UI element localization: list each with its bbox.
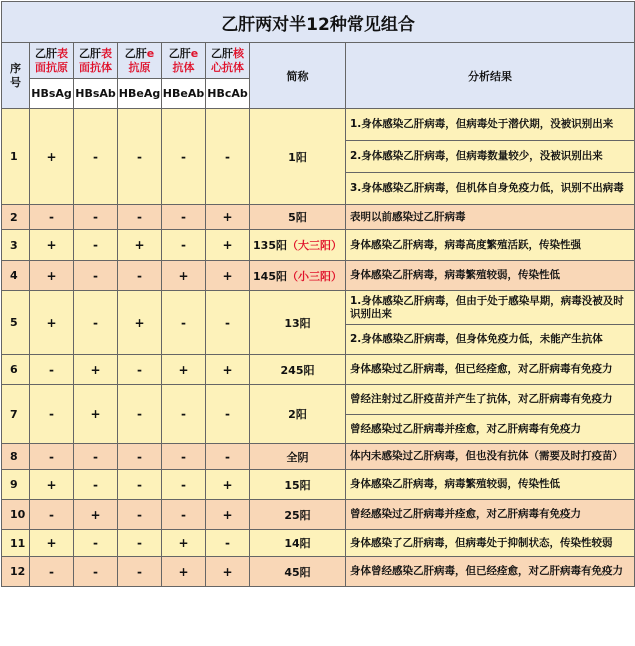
marker-code-hbcab: HBcAb [206, 79, 250, 109]
abbr-text: 135阳 [253, 239, 287, 252]
row-number: 6 [2, 355, 30, 385]
row-number: 4 [2, 261, 30, 291]
table-row [2, 261, 635, 291]
marker-value-hbeag: + [118, 291, 162, 355]
abbr-text: 1阳 [288, 150, 307, 164]
marker-value-hbsab: + [74, 355, 118, 385]
abbr-cell [250, 530, 346, 557]
row-number: 3 [2, 230, 30, 261]
marker-value-hbcab: - [206, 291, 250, 355]
marker-line2: 面抗体 [79, 60, 112, 74]
marker-value-hbsab: - [74, 530, 118, 557]
hbv-combination-table [1, 1, 635, 587]
marker-value-hbcab: + [206, 557, 250, 587]
marker-line2: 抗原 [128, 60, 151, 74]
marker-pre: 乙肝 [35, 46, 57, 60]
marker-pre: 乙肝 [211, 46, 233, 60]
marker-value-hbsab: - [74, 205, 118, 230]
marker-value-hbsab: + [74, 500, 118, 530]
row-number: 2 [2, 205, 30, 230]
result-text: 表明以前感染过乙肝病毒 [346, 205, 635, 230]
marker-value-hbcab: - [206, 385, 250, 444]
abbr-cell [250, 261, 346, 291]
result-text: 1.身体感染乙肝病毒，但由于处于感染早期，病毒没被及时识别出来 [346, 291, 635, 325]
row-number: 7 [2, 385, 30, 444]
marker-value-hbsag: + [30, 261, 74, 291]
result-text: 1.身体感染乙肝病毒，但病毒处于潜伏期，没被识别出来 [346, 109, 635, 141]
marker-code-hbsag: HBsAg [30, 79, 74, 109]
marker-value-hbeag: - [118, 261, 162, 291]
abbr-cell [250, 557, 346, 587]
abbr-note: （大三阳） [286, 239, 342, 252]
abbr-note: （小三阳） [286, 269, 342, 283]
marker-pre: 乙肝 [124, 46, 147, 60]
marker-value-hbsag: - [30, 205, 74, 230]
marker-red: 表 [57, 46, 68, 60]
result-text: 身体感染乙肝病毒，病毒繁殖较弱，传染性低 [346, 261, 635, 291]
marker-value-hbcab: + [206, 470, 250, 500]
result-text: 身体感染乙肝病毒，病毒高度繁殖活跃，传染性强 [346, 230, 635, 261]
abbr-cell [250, 444, 346, 470]
marker-value-hbsab: - [74, 109, 118, 205]
marker-header-hbeab [162, 43, 206, 79]
result-text: 曾经感染过乙肝病毒并痊愈，对乙肝病毒有免疫力 [346, 415, 635, 444]
marker-header-hbcab [206, 43, 250, 79]
table-row [2, 385, 635, 415]
marker-value-hbeag: - [118, 557, 162, 587]
table-row [2, 109, 635, 141]
marker-value-hbeab: - [162, 444, 206, 470]
marker-header-hbeag [118, 43, 162, 79]
row-number: 10 [2, 500, 30, 530]
abbr-text: 全阴 [286, 450, 309, 464]
result-header: 分析结果 [346, 43, 635, 109]
abbr-text: 15阳 [284, 478, 311, 492]
marker-value-hbsag: - [30, 355, 74, 385]
result-text: 曾经感染过乙肝病毒并痊愈，对乙肝病毒有免疫力 [346, 500, 635, 530]
marker-code-hbeab: HBeAb [162, 79, 206, 109]
marker-pre: 乙肝 [79, 46, 101, 60]
marker-value-hbeab: + [162, 261, 206, 291]
abbr-text: 245阳 [280, 363, 315, 377]
abbr-text: 2阳 [288, 408, 307, 421]
marker-value-hbsab: - [74, 261, 118, 291]
row-number: 5 [2, 291, 30, 355]
marker-value-hbsag: - [30, 444, 74, 470]
abbr-cell [250, 355, 346, 385]
abbr-cell [250, 291, 346, 355]
marker-value-hbeag: - [118, 355, 162, 385]
marker-value-hbcab: + [206, 261, 250, 291]
marker-header-hbsag [30, 43, 74, 79]
marker-value-hbeag: + [118, 230, 162, 261]
abbr-cell [250, 230, 346, 261]
abbr-text: 5阳 [288, 211, 307, 224]
result-text: 3.身体感染乙肝病毒，但机体自身免疫力低，识别不出病毒 [346, 173, 635, 205]
result-text: 身体感染过乙肝病毒，但已经痊愈，对乙肝病毒有免疫力 [346, 355, 635, 385]
seq-header [2, 43, 30, 109]
table-row [2, 205, 635, 230]
marker-line2: 心抗体 [211, 60, 244, 74]
marker-value-hbeag: - [118, 530, 162, 557]
marker-value-hbsag: + [30, 230, 74, 261]
marker-value-hbsag: + [30, 291, 74, 355]
marker-pre: 乙肝 [168, 46, 191, 60]
marker-value-hbeag: - [118, 444, 162, 470]
abbr-cell [250, 385, 346, 444]
marker-value-hbeab: - [162, 205, 206, 230]
seq-header-line2: 号 [10, 75, 21, 89]
marker-value-hbsab: - [74, 230, 118, 261]
marker-value-hbeab: - [162, 385, 206, 444]
marker-value-hbeab: + [162, 557, 206, 587]
abbr-cell [250, 109, 346, 205]
row-number: 8 [2, 444, 30, 470]
table-row [2, 470, 635, 500]
marker-value-hbeag: - [118, 470, 162, 500]
marker-value-hbsag: - [30, 385, 74, 444]
marker-red: e [146, 46, 155, 60]
abbr-text: 25阳 [284, 508, 311, 522]
result-text: 体内未感染过乙肝病毒，但也没有抗体（需要及时打疫苗） [346, 444, 635, 470]
row-number: 11 [2, 530, 30, 557]
table-row [2, 230, 635, 261]
row-number: 12 [2, 557, 30, 587]
marker-code-hbeag: HBeAg [118, 79, 162, 109]
row-number: 9 [2, 470, 30, 500]
marker-value-hbeab: - [162, 470, 206, 500]
marker-red: 表 [101, 46, 112, 60]
table-row [2, 557, 635, 587]
marker-header-hbsab [74, 43, 118, 79]
marker-value-hbeab: + [162, 355, 206, 385]
marker-line2: 面抗原 [35, 60, 68, 74]
marker-value-hbeag: - [118, 109, 162, 205]
abbr-cell [250, 470, 346, 500]
marker-value-hbsab: - [74, 444, 118, 470]
marker-value-hbeab: - [162, 230, 206, 261]
marker-red: e [190, 46, 199, 60]
marker-value-hbsag: + [30, 530, 74, 557]
marker-value-hbeab: + [162, 530, 206, 557]
row-number: 1 [2, 109, 30, 205]
marker-code-hbsab: HBsAb [74, 79, 118, 109]
marker-value-hbeag: - [118, 205, 162, 230]
abbr-text: 145阳 [253, 269, 287, 283]
marker-value-hbsag: - [30, 557, 74, 587]
marker-value-hbsab: + [74, 385, 118, 444]
marker-value-hbsag: + [30, 109, 74, 205]
result-text: 身体感染了乙肝病毒，但病毒处于抑制状态，传染性较弱 [346, 530, 635, 557]
marker-value-hbsag: - [30, 500, 74, 530]
result-text: 身体曾经感染乙肝病毒，但已经痊愈，对乙肝病毒有免疫力 [346, 557, 635, 587]
marker-value-hbeab: - [162, 109, 206, 205]
table-row [2, 530, 635, 557]
marker-red: 核 [233, 46, 244, 60]
marker-value-hbcab: - [206, 530, 250, 557]
marker-value-hbsab: - [74, 470, 118, 500]
abbr-cell [250, 205, 346, 230]
result-text: 曾经注射过乙肝疫苗并产生了抗体，对乙肝病毒有免疫力 [346, 385, 635, 415]
abbr-header: 简称 [250, 43, 346, 109]
table-row [2, 500, 635, 530]
seq-header-line1: 序 [10, 61, 21, 75]
marker-value-hbsab: - [74, 557, 118, 587]
table-title: 乙肝两对半12种常见组合 [2, 2, 635, 43]
marker-value-hbsag: + [30, 470, 74, 500]
marker-value-hbeag: - [118, 500, 162, 530]
marker-value-hbcab: + [206, 355, 250, 385]
marker-value-hbeag: - [118, 385, 162, 444]
marker-value-hbeab: - [162, 291, 206, 355]
abbr-text: 45阳 [284, 565, 311, 579]
table-body [2, 109, 635, 587]
result-text: 2.身体感染乙肝病毒，但病毒数量较少，没被识别出来 [346, 141, 635, 173]
marker-line2: 抗体 [172, 60, 195, 74]
marker-value-hbsab: - [74, 291, 118, 355]
marker-value-hbeab: - [162, 500, 206, 530]
result-text: 2.身体感染乙肝病毒，但身体免疫力低，未能产生抗体 [346, 325, 635, 355]
marker-value-hbcab: + [206, 230, 250, 261]
marker-value-hbcab: - [206, 109, 250, 205]
abbr-text: 14阳 [284, 537, 311, 550]
table-row [2, 291, 635, 325]
marker-value-hbcab: + [206, 500, 250, 530]
marker-value-hbcab: - [206, 444, 250, 470]
marker-value-hbcab: + [206, 205, 250, 230]
table-row [2, 444, 635, 470]
abbr-text: 13阳 [284, 316, 311, 330]
result-text: 身体感染乙肝病毒，病毒繁殖较弱，传染性低 [346, 470, 635, 500]
abbr-cell [250, 500, 346, 530]
table-row [2, 355, 635, 385]
